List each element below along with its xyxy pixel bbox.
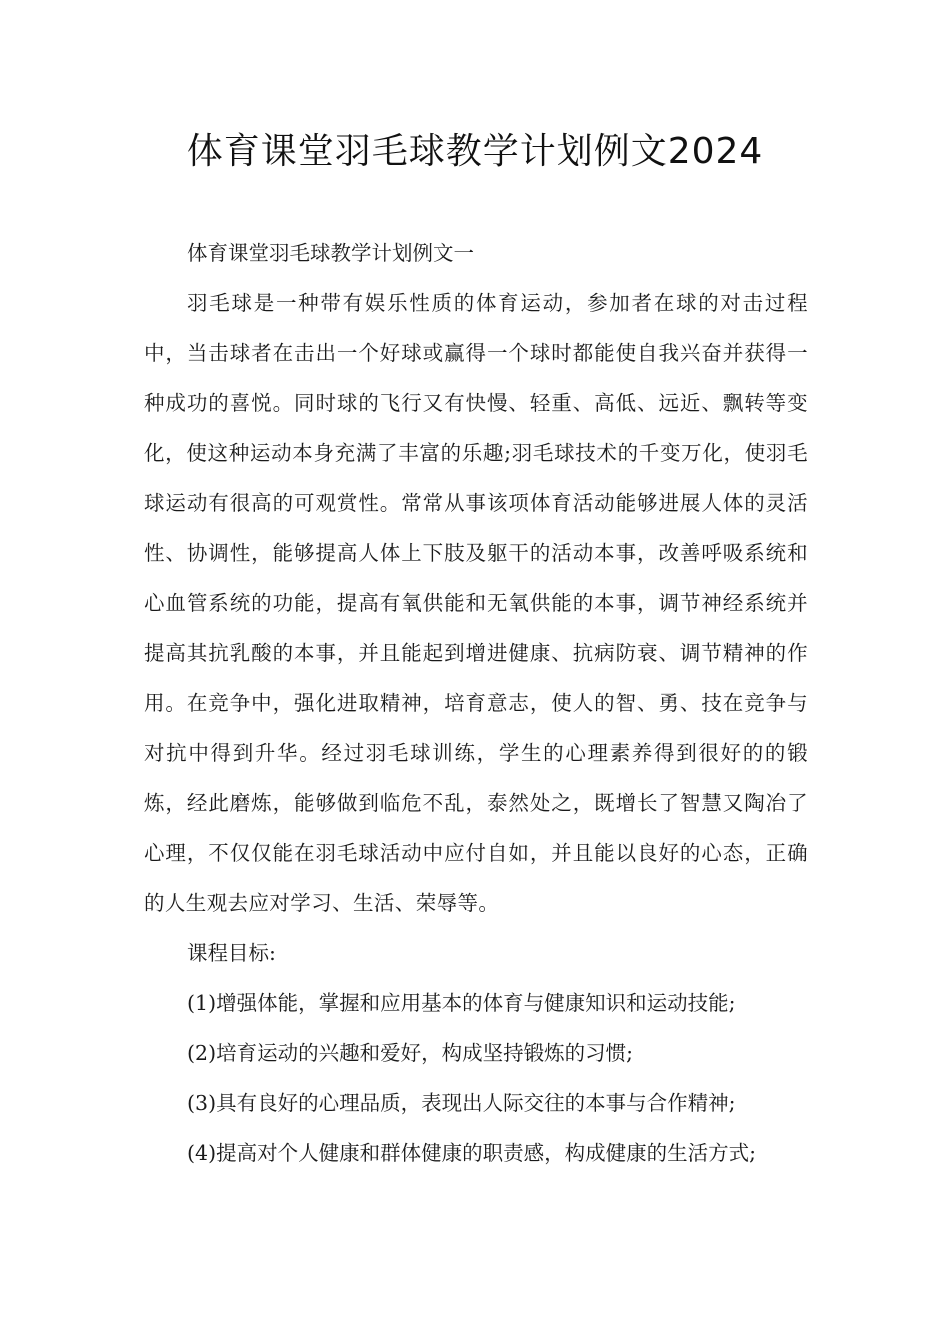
section-subtitle: 体育课堂羽毛球教学计划例文一 bbox=[187, 241, 475, 265]
document-title: 体育课堂羽毛球教学计划例文2024 bbox=[186, 131, 764, 172]
goal-item-2: (2)培育运动的兴趣和爱好，构成坚持锻炼的习惯; bbox=[187, 1041, 633, 1065]
goal-item-3: (3)具有良好的心理品质，表现出人际交往的本事与合作精神; bbox=[187, 1091, 736, 1115]
goal-item-1: (1)增强体能，掌握和应用基本的体育与健康知识和运动技能; bbox=[187, 991, 736, 1015]
goal-item-4: (4)提高对个人健康和群体健康的职责感，构成健康的生活方式; bbox=[187, 1141, 756, 1165]
document-body bbox=[144, 228, 808, 1178]
goals-heading: 课程目标: bbox=[187, 941, 276, 965]
intro-paragraph: 羽毛球是一种带有娱乐性质的体育运动，参加者在球的对击过程中，当击球者在击出一个好球或赢得一个球时都能使自我兴奋并获得一种成功的喜悦。同时球的飞行又有快慢、轻重、高低、远近、飘转等变化，使这种运动本身充满了丰富的乐趣;羽毛球技术的千变万化，使羽毛球运动有很高的可观赏性。常常从事该项体育活动能够进展人体的灵活性、协调性，能够提高人体上下肢及躯干的活动本事，改善呼吸系统和心血管系统的功能，提高有氧供能和无氧供能的本事，调节神经系统并提高其抗乳酸的本事，并且能起到增进健康、抗病防衰、调节精神的作用。在竞争中，强化进取精神，培育意志，使人的智、勇、技在竞争与对抗中得到升华。经过羽毛球训练，学生的心理素养得到很好的的锻炼，经此磨炼，能够做到临危不乱，泰然处之，既增长了智慧又陶冶了心理，不仅仅能在羽毛球活动中应付自如，并且能以良好的心态，正确的人生观去应对学习、生活、荣辱等。 bbox=[144, 291, 808, 915]
